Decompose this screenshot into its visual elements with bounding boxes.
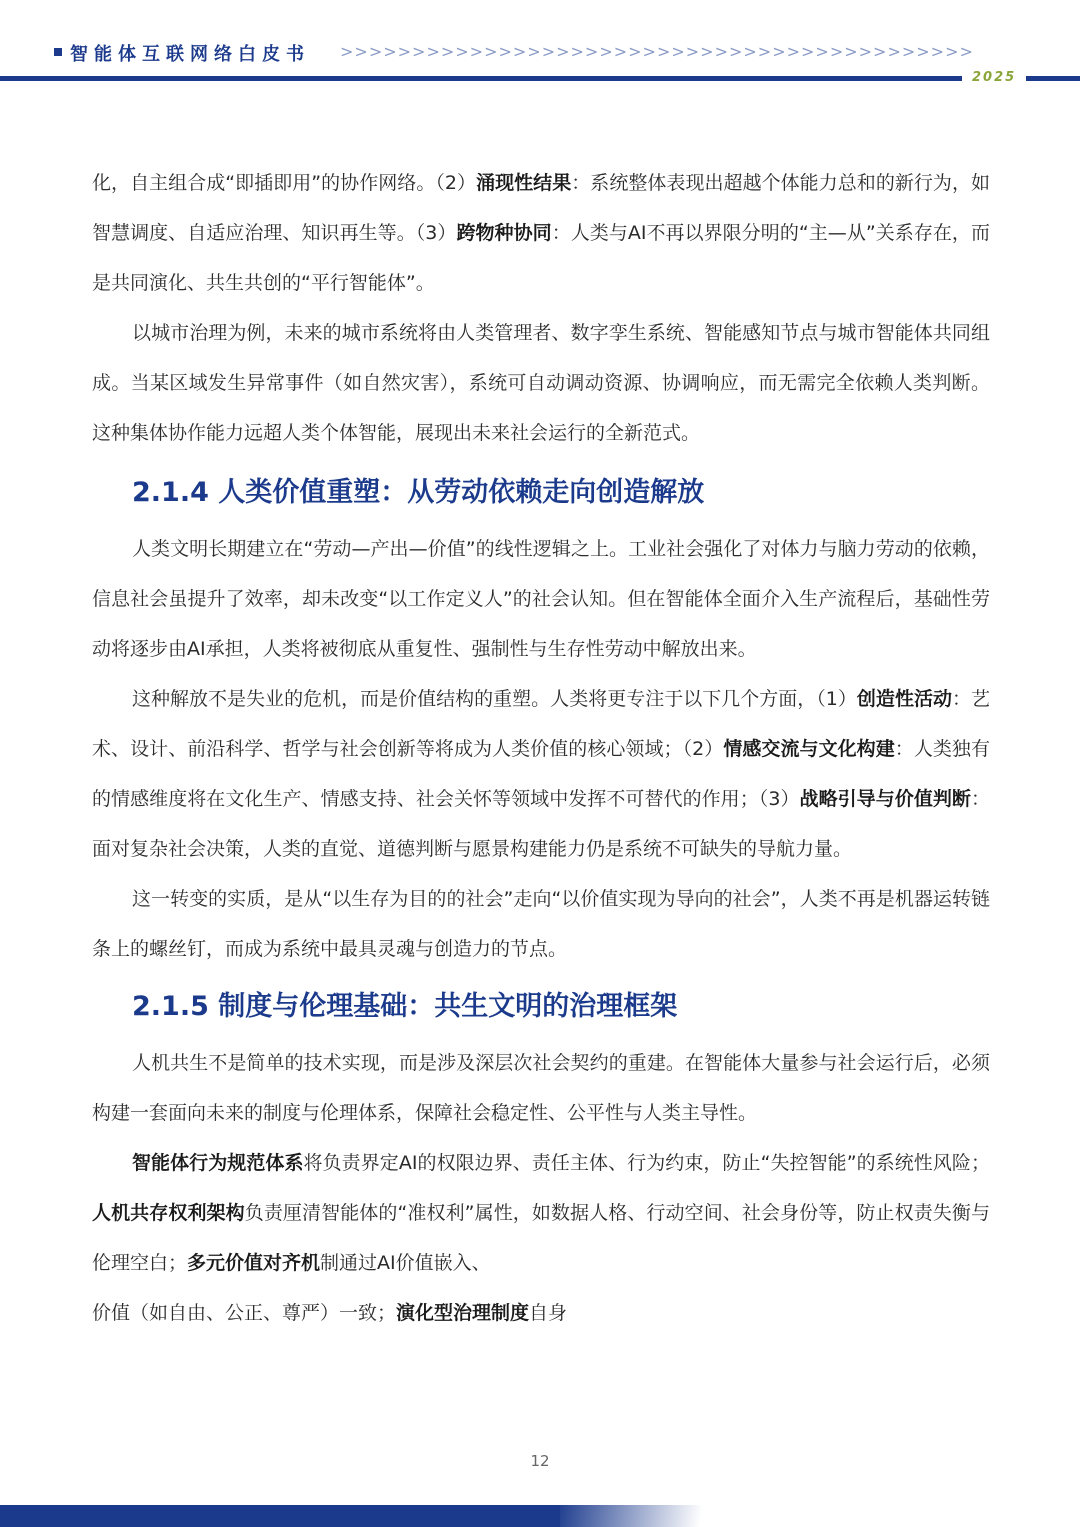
paragraph-value-restructure: 这种解放不是失业的危机，而是价值结构的重塑。人类将更专注于以下几个方面，（1）创造性活动：艺术、设计、前沿科学、哲学与社会创新等将成为人类价值的核心领域；（2）情感交流与文化构建：人类独有的情感维度将在文化生产、情感支持、社会关怀等领域中发挥不可替代的作用；（3）战略引导与价值判断：面对复杂社会决策，人类的直觉、道德判断与愿景构建能力仍是系统不可缺失的导航力量。	[92, 688, 990, 860]
term-coexistence-rights: 人机共存权利架构	[92, 1202, 245, 1224]
section-heading-2-1-4: 2.1.4 人类价值重塑：从劳动依赖走向创造解放	[132, 477, 705, 508]
paragraph-governance-continued: 价值（如自由、公正、尊严）一致；演化型治理制度自身	[92, 1302, 568, 1324]
term-value-alignment: 多元价值对齐机	[187, 1252, 321, 1274]
footer-gradient-overlay	[560, 1478, 1080, 1527]
paragraph-emergence: 化，自主组合成“即插即用”的协作网络。（2）涌现性结果：系统整体表现出超越个体能力总和的新行为，如智慧调度、自适应治理、知识再生等。（3）跨物种协同：人类与AI不再以界限分明的“主—从”关系存在，而是共同演化、共生共创的“平行智能体”。	[92, 172, 990, 294]
term-evolving-governance: 演化型治理制度	[396, 1302, 530, 1324]
page-number: 12	[530, 1452, 550, 1470]
paragraph-transformation: 这一转变的实质，是从“以生存为目的的社会”走向“以价值实现为导向的社会”，人类不再是机器运转链条上的螺丝钉，而成为系统中最具灵魂与创造力的节点。	[92, 888, 990, 960]
header-rule	[0, 76, 962, 81]
page-body	[92, 158, 990, 1338]
header-year: 2025	[972, 70, 1017, 85]
header-rule-end	[1026, 76, 1080, 81]
header-arrows-decoration: >>>>>>>>>>>>>>>>>>>>>>>>>>>>>>>>>>>>>>>>>>>>	[340, 42, 974, 61]
header-square-icon	[54, 48, 62, 56]
paragraph-governance-systems: 智能体行为规范体系将负责界定AI的权限边界、责任主体、行为约束，防止“失控智能”的系统性风险；人机共存权利架构负责厘清智能体的“准权利”属性，如数据人格、行动空间、社会身份等，防止权责失衡与伦理空白；多元价值对齐机制通过AI价值嵌入、	[92, 1152, 990, 1274]
paragraph-labor-logic: 人类文明长期建立在“劳动—产出—价值”的线性逻辑之上。工业社会强化了对体力与脑力劳动的依赖，信息社会虽提升了效率，却未改变“以工作定义人”的社会认知。但在智能体全面介入生产流程后，基础性劳动将逐步由AI承担，人类将被彻底从重复性、强制性与生存性劳动中解放出来。	[92, 538, 990, 660]
paragraph-social-contract: 人机共生不是简单的技术实现，而是涉及深层次社会契约的重建。在智能体大量参与社会运行后，必须构建一套面向未来的制度与伦理体系，保障社会稳定性、公平性与人类主导性。	[92, 1052, 990, 1124]
term-strategic-judgment: 战略引导与价值判断	[799, 788, 971, 810]
term-cross-species: 跨物种协同	[456, 222, 552, 244]
paragraph-city-governance: 以城市治理为例，未来的城市系统将由人类管理者、数字孪生系统、智能感知节点与城市智能体共同组成。当某区域发生异常事件（如自然灾害），系统可自动调动资源、协调响应，而无需完全依赖人类判断。这种集体协作能力远超人类个体智能，展现出未来社会运行的全新范式。	[92, 322, 990, 444]
text-fade-overlay	[590, 1300, 1010, 1410]
term-creative-activity: 创造性活动	[856, 688, 952, 710]
page-header	[0, 0, 1080, 100]
document-title: 智能体互联网络白皮书	[70, 44, 310, 65]
section-heading-2-1-5: 2.1.5 制度与伦理基础：共生文明的治理框架	[132, 991, 678, 1022]
term-emotional-culture: 情感交流与文化构建	[723, 738, 895, 760]
term-behavior-norms: 智能体行为规范体系	[132, 1152, 304, 1174]
term-emergent-results: 涌现性结果	[476, 172, 572, 194]
